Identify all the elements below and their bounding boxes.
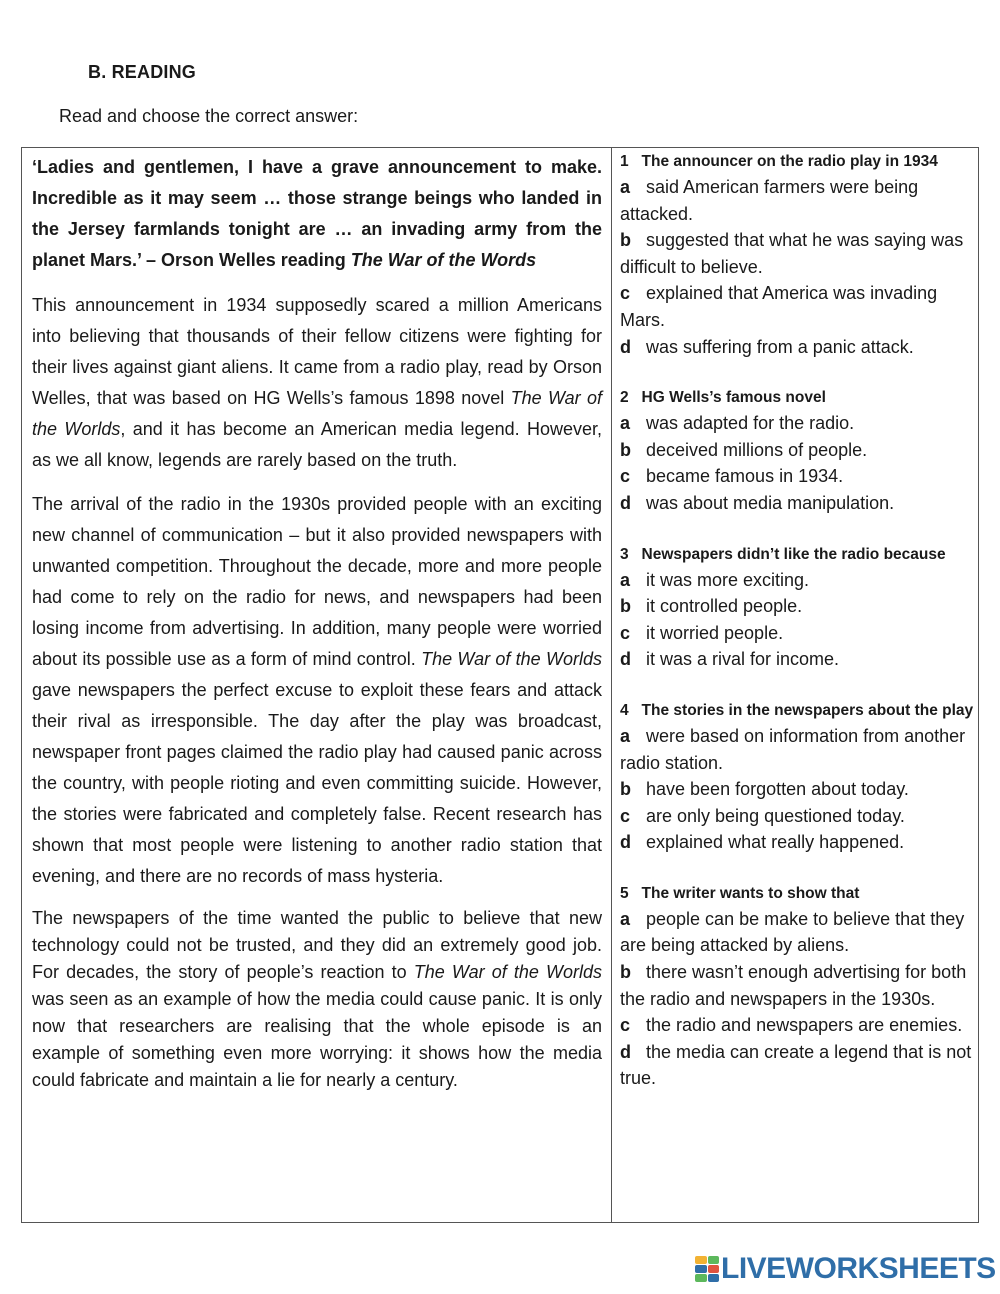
p3-title: The War of the Worlds [413,962,602,982]
answer-option-4d[interactable]: d explained what really happened. [620,832,905,853]
answer-option-3b[interactable]: b it controlled people. [620,596,803,617]
question-3 [620,543,974,673]
answer-option-2b[interactable]: b deceived millions of people. [620,439,868,460]
question-stem: 4 The stories in the newspapers about the play [620,701,974,719]
answer-option-5a[interactable]: a people can be make to believe that they are being attacked by aliens. [620,908,965,956]
p1-title: The War of the Worlds [32,388,602,439]
answer-option-5d[interactable]: d the media can create a legend that is not true. [620,1041,972,1089]
instruction-text: Read and choose the correct answer: [59,106,359,126]
passage-paragraph-3 [32,905,602,1094]
answer-option-2a[interactable]: a was adapted for the radio. [620,413,855,434]
p3-text-b: was seen as an example of how the media could cause panic. It is only now that researchers are realising that the whole episode is an example of something even more worrying: it shows how the media could fabricate and maintain a lie for nearly a century. [32,989,602,1090]
answer-option-1b[interactable]: b suggested that what he was saying was difficult to believe. [620,230,964,277]
answer-option-3c[interactable]: c it worried people. [620,622,784,643]
answer-option-5b[interactable]: b there wasn’t enough advertising for both the radio and newspapers in the 1930s. [620,962,967,1009]
answer-option-4a[interactable]: a were based on information from another radio station. [620,725,966,773]
question-stem: 5 The writer wants to show that [620,884,860,902]
quote-title: The War of the Words [350,250,537,270]
answer-option-3d[interactable]: d it was a rival for income. [620,649,840,670]
answer-option-1a[interactable]: a said American farmers were being attacked. [620,177,919,224]
answer-option-2d[interactable]: d was about media manipulation. [620,492,895,513]
quote-text: ‘Ladies and gentlemen, I have a grave announcement to make. Incredible as it may seem … those strange beings who landed in the Jersey farmlands tonight are … an invading army from the planet Mars.’ – Orson Welles reading [32,157,602,270]
passage-paragraph-2 [32,489,602,892]
answer-option-3a[interactable]: a it was more exciting. [620,569,810,590]
liveworksheets-logo [695,1252,996,1286]
question-stem: 2 HG Wells’s famous novel [620,389,826,407]
passage-quote [32,152,602,276]
question-stem: 1 The announcer on the radio play in 1934 [620,153,938,170]
question-5 [620,882,974,1092]
answer-option-1d[interactable]: d was suffering from a panic attack. [620,336,914,357]
logo-text: LIVEWORKSHEETS [721,1252,996,1285]
questions-column [612,148,978,1222]
question-2 [620,386,974,516]
passage-paragraph-1 [32,290,602,476]
p2-title: The War of the Worlds [421,649,602,669]
answer-option-4b[interactable]: b have been forgotten about today. [620,779,909,800]
p3-text-a: The newspapers of the time wanted the public to believe that new technology could not be trusted, and they did an extremely good job. For decades, the story of people’s reaction to [32,908,602,982]
p1-text-b: , and it has become an American media legend. However, as we all know, legends are rarely based on the truth. [32,419,603,470]
answer-option-4c[interactable]: c are only being questioned today. [620,805,905,826]
question-stem: 3 Newspapers didn’t like the radio because [620,545,946,563]
logo-mark-icon [695,1256,719,1282]
question-1 [620,150,974,360]
question-4 [620,699,974,856]
p2-text-a: The arrival of the radio in the 1930s provided people with an exciting new channel of communication – but it also provided newspapers with unwanted competition. Throughout the decade, more and more people had come to rely on the radio for news, and newspapers had been losing income from advertising. In addition, many people were worried about its possible use as a form of mind control. [32,494,602,669]
answer-option-1c[interactable]: c explained that America was invading Mars. [620,283,938,330]
answer-option-5c[interactable]: c the radio and newspapers are enemies. [620,1015,963,1036]
p2-text-b: gave newspapers the perfect excuse to exploit these fears and attack their rival as irresponsible. The day after the play was broadcast, newspaper front pages claimed the radio play had caused panic across the country, with people rioting and even committing suicide. However, the stories were fabricated and completely false. Recent research has shown that most people were listening to another radio station that evening, and there are no records of mass hysteria. [32,680,602,886]
reading-table [21,147,979,1223]
section-title: B. READING [88,62,197,82]
passage-column [22,148,612,1222]
answer-option-2c[interactable]: c became famous in 1934. [620,466,844,487]
p1-text-a: This announcement in 1934 supposedly scared a million Americans into believing that thousands of their fellow citizens were fighting for their lives against giant aliens. It came from a radio play, read by Orson Welles, that was based on HG Wells’s famous 1898 novel [32,295,602,408]
